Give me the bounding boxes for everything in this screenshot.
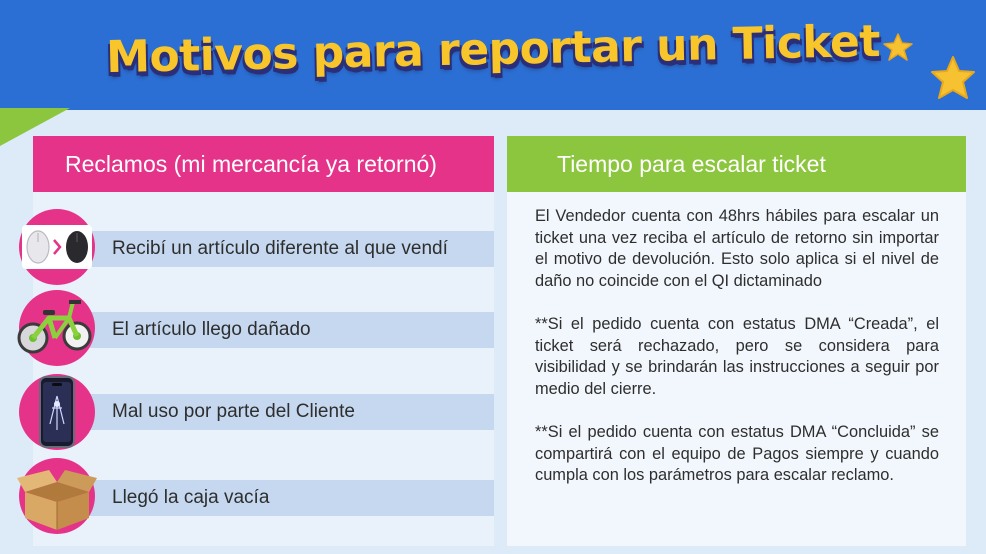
page-title: Motivos para reportar un Ticket	[105, 15, 881, 84]
list-item: Recibí un artículo diferente al que vendí	[60, 231, 494, 267]
list-item: Llegó la caja vacía	[60, 480, 494, 516]
reclamos-heading: Reclamos (mi mercancía ya retornó)	[33, 136, 494, 192]
mouse-swap-icon	[19, 209, 95, 285]
paragraph: **Si el pedido cuenta con estatus DMA “Creada”, el ticket será rechazado, pero se considera para visibilidad y se brindarán las instrucciones a seguir por medio del cierre.	[535, 314, 939, 398]
bicycle-icon	[19, 290, 95, 366]
tiempo-heading: Tiempo para escalar ticket	[507, 136, 966, 192]
list-item: Mal uso por parte del Cliente	[60, 394, 494, 430]
list-item: El artículo llego dañado	[60, 312, 494, 348]
paragraph: El Vendedor cuenta con 48hrs hábiles para escalar un ticket una vez reciba el artículo de retorno sin importar el motivo de devolución. Esto solo aplica si el nivel de daño no coincide con el QI dictaminado	[535, 207, 939, 290]
star-icon	[928, 54, 978, 102]
paragraph: **Si el pedido cuenta con estatus DMA “Concluida” se compartirá con el equipo de Pagos siempre y cuando cumpla con los parámetros para escalar reclamo.	[535, 422, 939, 485]
star-icon	[882, 32, 914, 62]
open-box-icon	[19, 458, 95, 534]
tiempo-panel	[507, 192, 966, 546]
smartphone-icon	[19, 374, 95, 450]
